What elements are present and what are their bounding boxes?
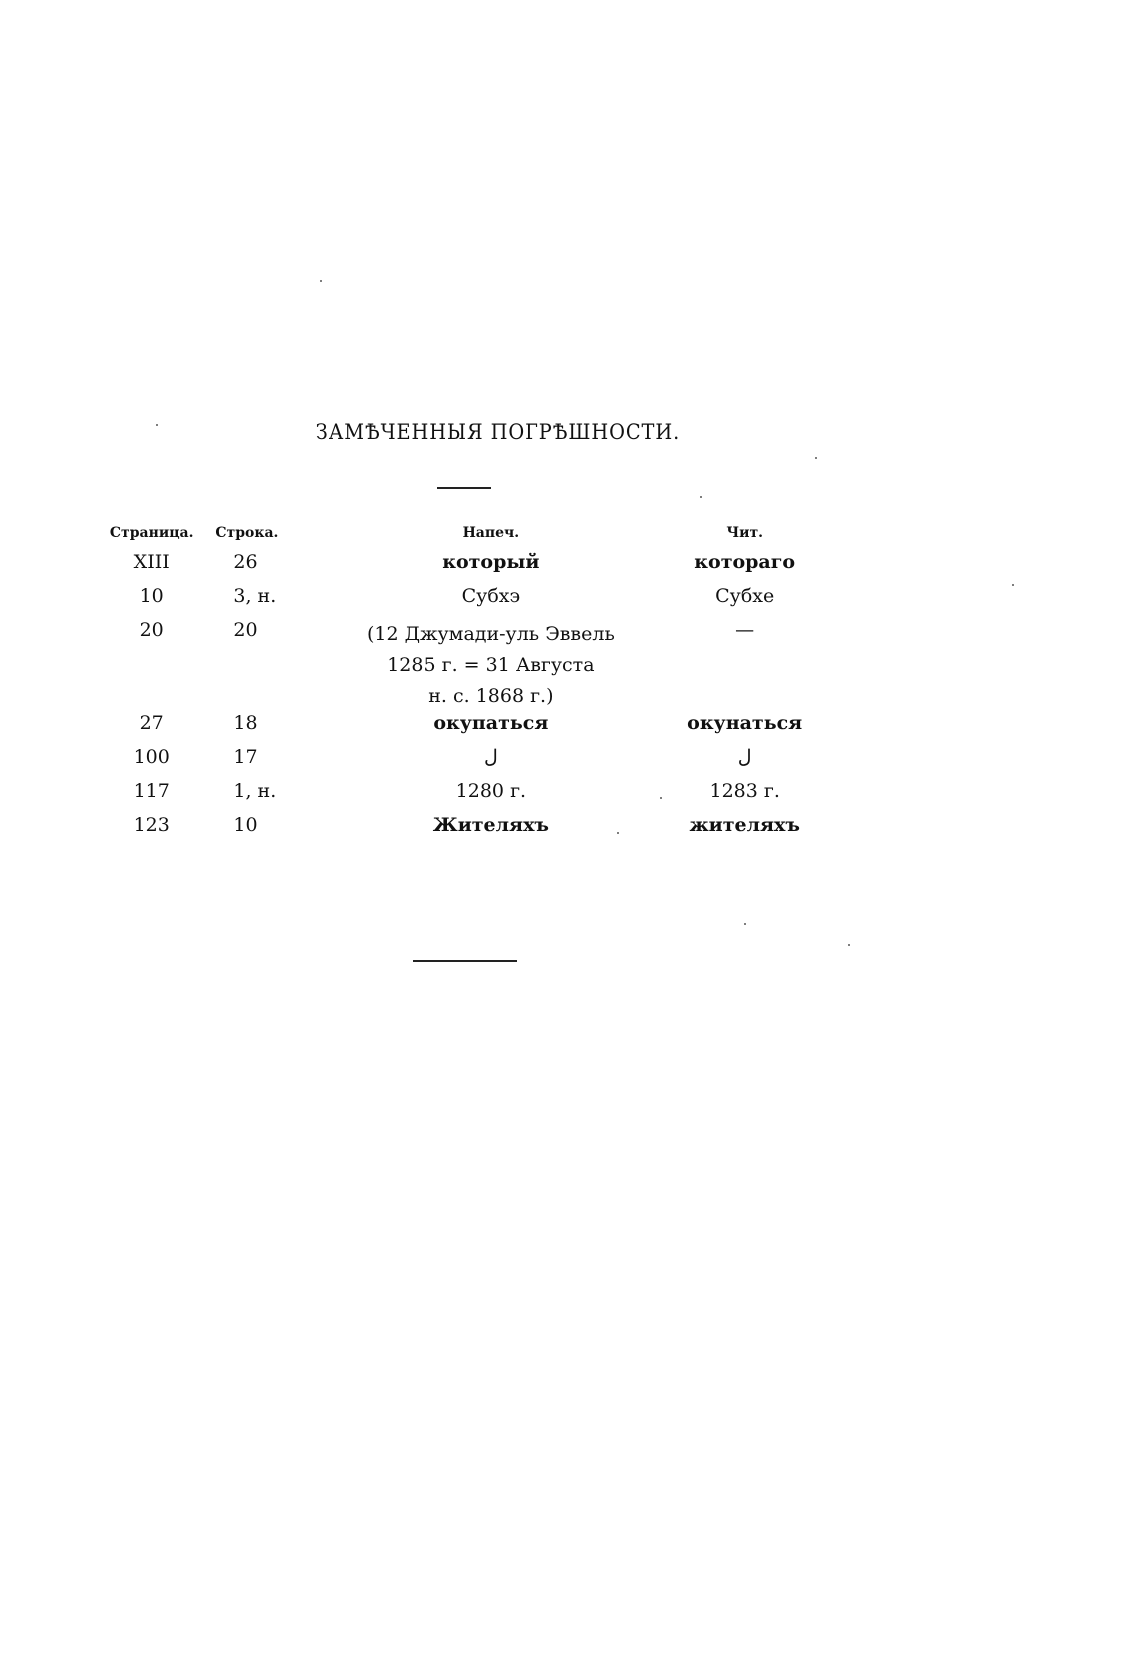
scan-speck bbox=[320, 280, 322, 282]
scan-speck bbox=[156, 424, 158, 426]
cell-read: ل bbox=[737, 746, 752, 768]
cell-printed: ل bbox=[483, 746, 498, 768]
cell-read: котораго bbox=[694, 551, 796, 573]
cell-page: 100 bbox=[133, 746, 170, 768]
scan-speck bbox=[815, 457, 817, 459]
cell-read: жителяхъ bbox=[689, 814, 800, 836]
scan-speck bbox=[744, 923, 746, 925]
cell-printed: окупаться bbox=[433, 712, 549, 734]
cell-read: окунаться bbox=[687, 712, 803, 734]
cell-line: 17 bbox=[233, 746, 258, 768]
table-row bbox=[100, 585, 860, 619]
cell-printed: который bbox=[442, 551, 540, 573]
cell-printed: Жителяхъ bbox=[432, 814, 549, 836]
cell-page: 27 bbox=[139, 712, 164, 734]
cell-line: 20 bbox=[233, 619, 258, 641]
cell-read: 1283 г. bbox=[709, 780, 780, 802]
table-row bbox=[100, 551, 860, 585]
cell-printed bbox=[352, 619, 629, 712]
scan-speck bbox=[617, 832, 619, 834]
table-row bbox=[100, 814, 860, 848]
table-header-row bbox=[100, 525, 860, 551]
cell-line: 3, н. bbox=[233, 585, 277, 607]
cell-read: — bbox=[735, 619, 755, 641]
cell-page: 117 bbox=[133, 780, 170, 802]
cell-printed-line: 1285 г. = 31 Августа bbox=[387, 654, 595, 676]
scan-speck bbox=[848, 944, 850, 946]
cell-printed-line: (12 Джумади-уль Эввель bbox=[366, 623, 615, 645]
cell-page: 10 bbox=[139, 585, 164, 607]
table-row bbox=[100, 780, 860, 814]
table-row bbox=[100, 746, 860, 780]
cell-printed: Субхэ bbox=[461, 585, 521, 607]
scan-speck bbox=[1012, 584, 1014, 586]
table-row bbox=[100, 712, 860, 746]
cell-page: 20 bbox=[139, 619, 164, 641]
cell-page: XIII bbox=[133, 551, 170, 573]
column-header-read: Чит. bbox=[726, 525, 764, 541]
column-header-page: Страница. bbox=[109, 525, 194, 541]
column-header-printed: Напеч. bbox=[462, 525, 520, 541]
cell-printed-line: н. с. 1868 г.) bbox=[428, 685, 554, 707]
page-title: ЗАМѢЧЕННЫЯ ПОГРѢШНОСТИ. bbox=[315, 420, 681, 444]
cell-line: 26 bbox=[233, 551, 258, 573]
table-row bbox=[100, 619, 860, 712]
errata-table bbox=[100, 525, 860, 848]
title-divider bbox=[437, 487, 491, 489]
cell-line: 1, н. bbox=[233, 780, 277, 802]
cell-page: 123 bbox=[133, 814, 170, 836]
scan-speck bbox=[700, 496, 702, 498]
cell-line: 18 bbox=[233, 712, 258, 734]
scan-speck bbox=[660, 797, 662, 799]
column-header-line: Строка. bbox=[215, 525, 279, 541]
cell-line: 10 bbox=[233, 814, 258, 836]
cell-read: Субхе bbox=[715, 585, 775, 607]
end-divider bbox=[413, 960, 517, 962]
cell-printed: 1280 г. bbox=[455, 780, 527, 802]
